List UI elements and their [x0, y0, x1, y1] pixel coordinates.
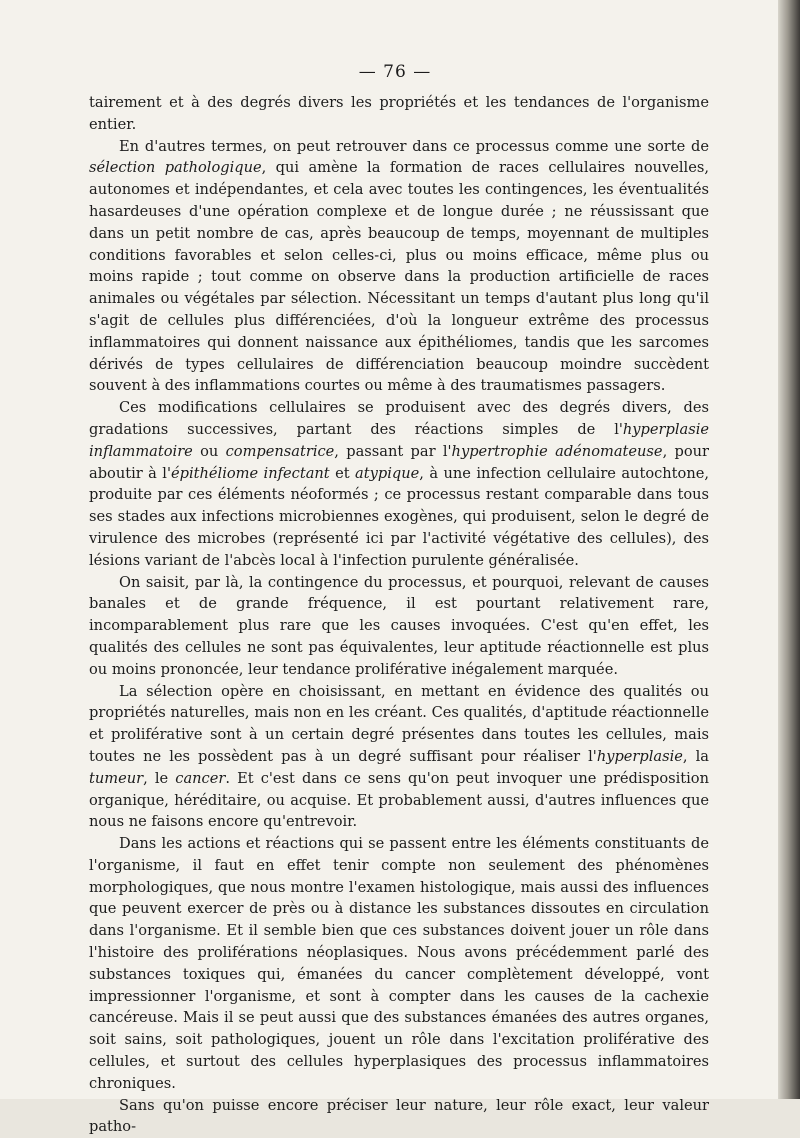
page-edge-shadow: [778, 0, 800, 1099]
page-number: — 76 —: [358, 62, 432, 82]
paragraph: [89, 572, 709, 681]
italic-text: atypique: [355, 464, 420, 482]
text-run: . Et c'est dans ce sens qu'on peut invoquer une prédisposition organique, héréditaire, ou acquise. Et probablement aussi, d'autres influences que nous ne faisons encore qu'entrevoir.: [89, 769, 709, 831]
paragraph: [89, 681, 709, 834]
body-text: [89, 92, 709, 1138]
text-run: , passant par l': [334, 442, 452, 460]
italic-text: hypertrophie adénomateuse: [451, 442, 663, 460]
italic-text: épithéliome infectant: [170, 464, 330, 482]
text-run: Sans qu'on puisse encore préciser leur nature, leur rôle exact, leur valeur patho-: [89, 1096, 709, 1136]
text-run: tairement et à des degrés divers les propriétés et les tendances de l'organisme entier.: [89, 94, 709, 133]
italic-text: hyperplasie: [596, 747, 683, 765]
text-run: , pour aboutir à l': [89, 442, 710, 482]
text-run: On saisit, par là, la contingence du processus, et pourquoi, relevant de causes banales et de grande fréquence, il est pourtant relativement rare, incomparablement plus rare que les causes invoquées. C'est qu'en effet, les qualités des cellules ne sont pas équivalentes, leur aptitude réactionnelle est plus ou moins prononcée, leur tendance proliférative inégalement marquée.: [89, 573, 709, 678]
text-run: , à une infection cellulaire autochtone, produite par ces éléments néoformés ; ce processus restant comparable dans tous ses stades aux infections microbiennes exogènes, qui produisent, selon le degré de virulence des microbes (représenté ici par l'activité végétative des cellules), des lésions variant de l'abcès local à l'infection purulente généralisée.: [89, 464, 710, 569]
text-run: La sélection opère en choisissant, en mettant en évidence des qualités ou propriétés naturelles, mais non en les créant. Ces qualités, d'aptitude réactionnelle et proliférative sont à un certain degré présentes dans toutes les cellules, mais toutes ne les possèdent pas à un degré suffisant pour réaliser l': [89, 682, 709, 765]
italic-text: tumeur: [89, 769, 144, 787]
text-run: , qui amène la formation de races cellulaires nouvelles, autonomes et indépendantes, et cela avec toutes les contingences, les éventualités hasardeuses d'une opération complexe et de longue durée ; ne réussissant que dans un petit nombre de cas, après beaucoup de temps, moyennant de multiples conditions favorables et selon celles-ci, plus ou moins efficace, même plus ou moins rapide ; tout comme on observe dans la production artificielle de races animales ou végétales par sélection. Nécessitant un temps d'autant plus long qu'il s'agit de cellules plus différenciées, d'où la longueur extrême des processus inflammatoires qui donnent naissance aux épithéliomes, tandis que les sarcomes dérivés de types cellulaires de différenciation beaucoup moindre succèdent souvent à des inflammations courtes ou même à des traumatismes passagers.: [89, 159, 709, 395]
italic-text: sélection pathologique: [89, 159, 262, 177]
text-run: Ces modifications cellulaires se produisent avec des degrés divers, des gradations successives, partant des réactions simples de l': [89, 399, 709, 438]
text-run: En d'autres termes, on peut retrouver dans ce processus comme une sorte de: [119, 137, 709, 155]
paragraph: [89, 397, 709, 571]
paragraph: [89, 833, 709, 1095]
paragraph: [89, 92, 709, 136]
italic-text: hyperplasie inflammatoire: [89, 420, 709, 460]
text-run: ou: [192, 442, 226, 460]
paragraph: [89, 1095, 709, 1138]
italic-text: compensatrice: [225, 442, 335, 460]
text-run: , la: [682, 747, 709, 765]
text-run: Dans les actions et réactions qui se passent entre les éléments constituants de l'organisme, il faut en effet tenir compte non seulement des phénomènes morphologiques, que nous montre l'examen histologique, mais aussi des influences que peuvent exercer de près ou à distance les substances dissoutes en circulation dans l'organisme. Et il semble bien que ces substances doivent jouer un rôle dans l'histoire des proliférations néoplasiques. Nous avons précédemment parlé des substances toxiques qui, émanées du cancer complètement développé, vont impressionner l'organisme, et sont à compter dans les causes de la cachexie cancéreuse. Mais il se peut aussi que des substances émanées des autres organes, soit sains, soit pathologiques, jouent un rôle dans l'excitation proliférative des cellules, et surtout des cellules hyperplasiques des processus inflammatoires chroniques.: [89, 835, 709, 1092]
paragraph: [89, 136, 709, 398]
text-run: , le: [143, 769, 176, 787]
italic-text: cancer: [175, 769, 226, 787]
text-run: et: [329, 464, 356, 482]
